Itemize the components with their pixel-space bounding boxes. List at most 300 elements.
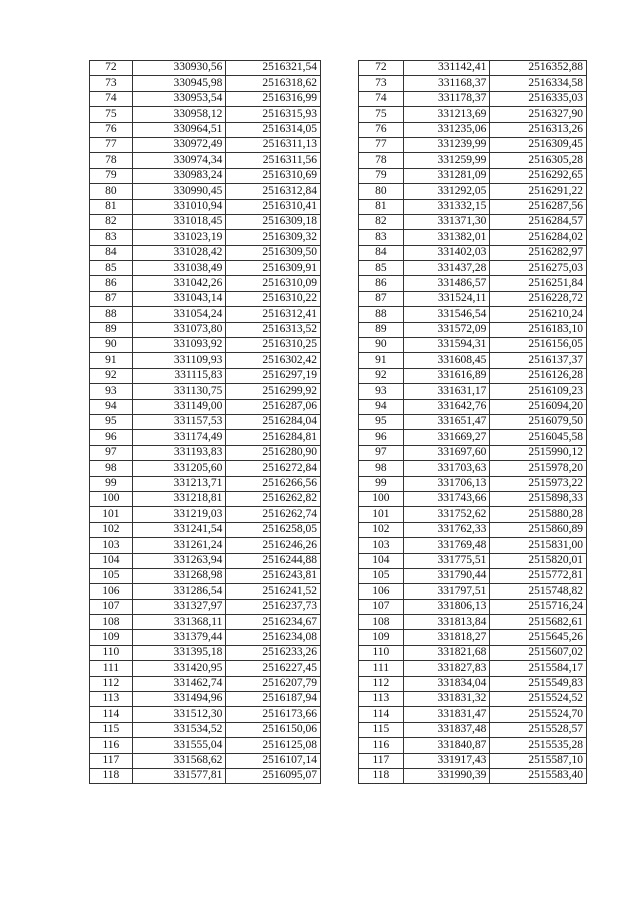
x-coordinate-cell: 331834,04 — [403, 676, 490, 691]
x-coordinate-cell: 331494,96 — [132, 692, 226, 707]
x-coordinate-cell: 330964,51 — [132, 122, 226, 137]
point-number-cell: 88 — [359, 307, 404, 322]
table-row — [90, 307, 321, 322]
x-coordinate-cell: 330930,56 — [132, 61, 226, 76]
x-coordinate-cell: 331379,44 — [132, 630, 226, 645]
table-row — [359, 645, 587, 660]
table-row — [90, 430, 321, 445]
x-coordinate-cell: 331115,83 — [132, 368, 226, 383]
y-coordinate-cell: 2515549,83 — [490, 676, 587, 691]
table-row — [359, 445, 587, 460]
y-coordinate-cell: 2516312,41 — [226, 307, 321, 322]
table-row — [359, 676, 587, 691]
x-coordinate-cell: 331130,75 — [132, 384, 226, 399]
y-coordinate-cell: 2516275,03 — [490, 261, 587, 276]
y-coordinate-cell: 2515831,00 — [490, 538, 587, 553]
point-number-cell: 103 — [90, 538, 133, 553]
table-row — [90, 153, 321, 168]
x-coordinate-cell: 331743,66 — [403, 491, 490, 506]
table-row — [90, 676, 321, 691]
x-coordinate-cell: 331827,83 — [403, 661, 490, 676]
table-row — [359, 291, 587, 306]
point-number-cell: 105 — [359, 568, 404, 583]
point-number-cell: 86 — [359, 276, 404, 291]
point-number-cell: 90 — [359, 338, 404, 353]
x-coordinate-cell: 331572,09 — [403, 322, 490, 337]
y-coordinate-cell: 2516272,84 — [226, 461, 321, 476]
y-coordinate-cell: 2516233,26 — [226, 645, 321, 660]
point-number-cell: 92 — [90, 368, 133, 383]
table-row — [90, 507, 321, 522]
y-coordinate-cell: 2516292,65 — [490, 168, 587, 183]
x-coordinate-cell: 331263,94 — [132, 553, 226, 568]
point-number-cell: 108 — [359, 615, 404, 630]
x-coordinate-cell: 331395,18 — [132, 645, 226, 660]
y-coordinate-cell: 2516284,04 — [226, 414, 321, 429]
y-coordinate-cell: 2516251,84 — [490, 276, 587, 291]
x-coordinate-cell: 331831,32 — [403, 692, 490, 707]
x-coordinate-cell: 331205,60 — [132, 461, 226, 476]
point-number-cell: 109 — [90, 630, 133, 645]
table-row — [90, 738, 321, 753]
y-coordinate-cell: 2516318,62 — [226, 76, 321, 91]
y-coordinate-cell: 2516313,52 — [226, 322, 321, 337]
point-number-cell: 85 — [90, 261, 133, 276]
x-coordinate-cell: 331218,81 — [132, 491, 226, 506]
x-coordinate-cell: 331797,51 — [403, 584, 490, 599]
table-row — [359, 661, 587, 676]
y-coordinate-cell: 2516284,81 — [226, 430, 321, 445]
point-number-cell: 79 — [90, 168, 133, 183]
point-number-cell: 95 — [90, 414, 133, 429]
point-number-cell: 99 — [359, 476, 404, 491]
table-row — [90, 261, 321, 276]
y-coordinate-cell: 2516045,58 — [490, 430, 587, 445]
table-row — [90, 291, 321, 306]
y-coordinate-cell: 2515607,02 — [490, 645, 587, 660]
point-number-cell: 95 — [359, 414, 404, 429]
x-coordinate-cell: 331616,89 — [403, 368, 490, 383]
point-number-cell: 74 — [90, 91, 133, 106]
point-number-cell: 108 — [90, 615, 133, 630]
x-coordinate-cell: 331631,17 — [403, 384, 490, 399]
point-number-cell: 87 — [90, 291, 133, 306]
y-coordinate-cell: 2515528,57 — [490, 722, 587, 737]
y-coordinate-cell: 2516280,90 — [226, 445, 321, 460]
point-number-cell: 97 — [359, 445, 404, 460]
table-row — [90, 476, 321, 491]
point-number-cell: 96 — [90, 430, 133, 445]
table-row — [90, 199, 321, 214]
point-number-cell: 117 — [359, 753, 404, 768]
table-row — [359, 276, 587, 291]
table-row — [359, 538, 587, 553]
table-row — [90, 384, 321, 399]
point-number-cell: 88 — [90, 307, 133, 322]
y-coordinate-cell: 2516125,08 — [226, 738, 321, 753]
x-coordinate-cell: 331178,37 — [403, 91, 490, 106]
table-row — [90, 338, 321, 353]
point-number-cell: 107 — [90, 599, 133, 614]
point-number-cell: 96 — [359, 430, 404, 445]
point-number-cell: 112 — [359, 676, 404, 691]
point-number-cell: 116 — [359, 738, 404, 753]
point-number-cell: 79 — [359, 168, 404, 183]
y-coordinate-cell: 2516243,81 — [226, 568, 321, 583]
table-row — [90, 645, 321, 660]
y-coordinate-cell: 2516173,66 — [226, 707, 321, 722]
y-coordinate-cell: 2516234,67 — [226, 615, 321, 630]
point-number-cell: 80 — [359, 184, 404, 199]
y-coordinate-cell: 2515820,01 — [490, 553, 587, 568]
y-coordinate-cell: 2516079,50 — [490, 414, 587, 429]
point-number-cell: 75 — [90, 107, 133, 122]
coordinates-table-right — [358, 60, 587, 784]
point-number-cell: 91 — [359, 353, 404, 368]
point-number-cell: 113 — [359, 692, 404, 707]
point-number-cell: 94 — [359, 399, 404, 414]
table-row — [90, 184, 321, 199]
y-coordinate-cell: 2515524,70 — [490, 707, 587, 722]
x-coordinate-cell: 330974,34 — [132, 153, 226, 168]
table-row — [90, 322, 321, 337]
point-number-cell: 102 — [359, 522, 404, 537]
y-coordinate-cell: 2516310,09 — [226, 276, 321, 291]
x-coordinate-cell: 331023,19 — [132, 230, 226, 245]
point-number-cell: 101 — [90, 507, 133, 522]
table-row — [359, 368, 587, 383]
y-coordinate-cell: 2515583,40 — [490, 768, 587, 783]
x-coordinate-cell: 331437,28 — [403, 261, 490, 276]
table-row — [90, 692, 321, 707]
table-row — [359, 107, 587, 122]
point-number-cell: 74 — [359, 91, 404, 106]
x-coordinate-cell: 331790,44 — [403, 568, 490, 583]
y-coordinate-cell: 2516183,10 — [490, 322, 587, 337]
y-coordinate-cell: 2516156,05 — [490, 338, 587, 353]
point-number-cell: 89 — [359, 322, 404, 337]
y-coordinate-cell: 2515682,61 — [490, 615, 587, 630]
table-row — [359, 553, 587, 568]
y-coordinate-cell: 2516315,93 — [226, 107, 321, 122]
x-coordinate-cell: 331157,53 — [132, 414, 226, 429]
table-row — [359, 584, 587, 599]
table-row — [359, 399, 587, 414]
y-coordinate-cell: 2516282,97 — [490, 245, 587, 260]
point-number-cell: 90 — [90, 338, 133, 353]
point-number-cell: 114 — [359, 707, 404, 722]
table-row — [359, 414, 587, 429]
table-row — [359, 615, 587, 630]
point-number-cell: 109 — [359, 630, 404, 645]
x-coordinate-cell: 331546,54 — [403, 307, 490, 322]
table-row — [90, 661, 321, 676]
point-number-cell: 83 — [359, 230, 404, 245]
point-number-cell: 98 — [90, 461, 133, 476]
y-coordinate-cell: 2515716,24 — [490, 599, 587, 614]
y-coordinate-cell: 2515898,33 — [490, 491, 587, 506]
y-coordinate-cell: 2516309,50 — [226, 245, 321, 260]
table-row — [90, 445, 321, 460]
point-number-cell: 100 — [359, 491, 404, 506]
y-coordinate-cell: 2516352,88 — [490, 61, 587, 76]
y-coordinate-cell: 2516244,88 — [226, 553, 321, 568]
point-number-cell: 106 — [359, 584, 404, 599]
point-number-cell: 110 — [359, 645, 404, 660]
y-coordinate-cell: 2515748,82 — [490, 584, 587, 599]
table-row — [90, 168, 321, 183]
y-coordinate-cell: 2516302,42 — [226, 353, 321, 368]
x-coordinate-cell: 331486,57 — [403, 276, 490, 291]
x-coordinate-cell: 331149,00 — [132, 399, 226, 414]
y-coordinate-cell: 2516334,58 — [490, 76, 587, 91]
x-coordinate-cell: 331769,48 — [403, 538, 490, 553]
point-number-cell: 87 — [359, 291, 404, 306]
table-row — [359, 199, 587, 214]
table-row — [90, 76, 321, 91]
table-row — [359, 461, 587, 476]
table-row — [90, 615, 321, 630]
x-coordinate-cell: 331054,24 — [132, 307, 226, 322]
point-number-cell: 100 — [90, 491, 133, 506]
y-coordinate-cell: 2516234,08 — [226, 630, 321, 645]
y-coordinate-cell: 2516316,99 — [226, 91, 321, 106]
point-number-cell: 77 — [90, 137, 133, 152]
table-row — [359, 214, 587, 229]
y-coordinate-cell: 2516327,90 — [490, 107, 587, 122]
y-coordinate-cell: 2516241,52 — [226, 584, 321, 599]
table-row — [90, 399, 321, 414]
table-row — [359, 753, 587, 768]
point-number-cell: 93 — [90, 384, 133, 399]
y-coordinate-cell: 2516310,69 — [226, 168, 321, 183]
y-coordinate-cell: 2515880,28 — [490, 507, 587, 522]
x-coordinate-cell: 331010,94 — [132, 199, 226, 214]
x-coordinate-cell: 331555,04 — [132, 738, 226, 753]
table-row — [90, 245, 321, 260]
table-row — [359, 568, 587, 583]
table-row — [90, 630, 321, 645]
point-number-cell: 73 — [90, 76, 133, 91]
x-coordinate-cell: 330983,24 — [132, 168, 226, 183]
point-number-cell: 115 — [359, 722, 404, 737]
table-row — [359, 599, 587, 614]
x-coordinate-cell: 331268,98 — [132, 568, 226, 583]
x-coordinate-cell: 331281,09 — [403, 168, 490, 183]
x-coordinate-cell: 331512,30 — [132, 707, 226, 722]
point-number-cell: 91 — [90, 353, 133, 368]
table-row — [90, 107, 321, 122]
x-coordinate-cell: 331762,33 — [403, 522, 490, 537]
table-row — [359, 184, 587, 199]
x-coordinate-cell: 331402,03 — [403, 245, 490, 260]
y-coordinate-cell: 2516309,45 — [490, 137, 587, 152]
point-number-cell: 112 — [90, 676, 133, 691]
table-row — [359, 491, 587, 506]
x-coordinate-cell: 331332,15 — [403, 199, 490, 214]
x-coordinate-cell: 331752,62 — [403, 507, 490, 522]
y-coordinate-cell: 2516310,41 — [226, 199, 321, 214]
x-coordinate-cell: 331831,47 — [403, 707, 490, 722]
x-coordinate-cell: 331241,54 — [132, 522, 226, 537]
x-coordinate-cell: 331577,81 — [132, 768, 226, 783]
table-row — [359, 430, 587, 445]
x-coordinate-cell: 331651,47 — [403, 414, 490, 429]
point-number-cell: 77 — [359, 137, 404, 152]
x-coordinate-cell: 331669,27 — [403, 430, 490, 445]
x-coordinate-cell: 331840,87 — [403, 738, 490, 753]
point-number-cell: 92 — [359, 368, 404, 383]
y-coordinate-cell: 2516137,37 — [490, 353, 587, 368]
point-number-cell: 93 — [359, 384, 404, 399]
table-row — [90, 276, 321, 291]
table-row — [359, 168, 587, 183]
table-row — [359, 322, 587, 337]
table-row — [359, 738, 587, 753]
x-coordinate-cell: 331917,43 — [403, 753, 490, 768]
point-number-cell: 111 — [359, 661, 404, 676]
table-row — [90, 584, 321, 599]
point-number-cell: 104 — [90, 553, 133, 568]
y-coordinate-cell: 2516309,18 — [226, 214, 321, 229]
y-coordinate-cell: 2516297,19 — [226, 368, 321, 383]
point-number-cell: 94 — [90, 399, 133, 414]
table-row — [90, 122, 321, 137]
x-coordinate-cell: 331420,95 — [132, 661, 226, 676]
point-number-cell: 104 — [359, 553, 404, 568]
x-coordinate-cell: 331213,69 — [403, 107, 490, 122]
point-number-cell: 110 — [90, 645, 133, 660]
table-row — [359, 122, 587, 137]
y-coordinate-cell: 2516210,24 — [490, 307, 587, 322]
y-coordinate-cell: 2516291,22 — [490, 184, 587, 199]
table-row — [90, 599, 321, 614]
y-coordinate-cell: 2515978,20 — [490, 461, 587, 476]
point-number-cell: 75 — [359, 107, 404, 122]
y-coordinate-cell: 2516313,26 — [490, 122, 587, 137]
y-coordinate-cell: 2516310,22 — [226, 291, 321, 306]
point-number-cell: 84 — [90, 245, 133, 260]
x-coordinate-cell: 331642,76 — [403, 399, 490, 414]
x-coordinate-cell: 331219,03 — [132, 507, 226, 522]
table-row — [359, 507, 587, 522]
table-row — [90, 522, 321, 537]
x-coordinate-cell: 331286,54 — [132, 584, 226, 599]
y-coordinate-cell: 2515860,89 — [490, 522, 587, 537]
x-coordinate-cell: 330972,49 — [132, 137, 226, 152]
table-row — [359, 153, 587, 168]
y-coordinate-cell: 2516094,20 — [490, 399, 587, 414]
y-coordinate-cell: 2516299,92 — [226, 384, 321, 399]
x-coordinate-cell: 331213,71 — [132, 476, 226, 491]
table-row — [359, 230, 587, 245]
point-number-cell: 99 — [90, 476, 133, 491]
x-coordinate-cell: 331239,99 — [403, 137, 490, 152]
y-coordinate-cell: 2516258,05 — [226, 522, 321, 537]
y-coordinate-cell: 2515973,22 — [490, 476, 587, 491]
y-coordinate-cell: 2516237,73 — [226, 599, 321, 614]
table-row — [90, 707, 321, 722]
x-coordinate-cell: 331235,06 — [403, 122, 490, 137]
point-number-cell: 72 — [90, 61, 133, 76]
y-coordinate-cell: 2515587,10 — [490, 753, 587, 768]
y-coordinate-cell: 2515645,26 — [490, 630, 587, 645]
y-coordinate-cell: 2515524,52 — [490, 692, 587, 707]
table-row — [90, 353, 321, 368]
x-coordinate-cell: 331594,31 — [403, 338, 490, 353]
y-coordinate-cell: 2515535,28 — [490, 738, 587, 753]
table-row — [90, 538, 321, 553]
point-number-cell: 101 — [359, 507, 404, 522]
table-row — [359, 245, 587, 260]
point-number-cell: 118 — [90, 768, 133, 783]
point-number-cell: 115 — [90, 722, 133, 737]
point-number-cell: 107 — [359, 599, 404, 614]
x-coordinate-cell: 331193,83 — [132, 445, 226, 460]
x-coordinate-cell: 331371,30 — [403, 214, 490, 229]
y-coordinate-cell: 2516284,02 — [490, 230, 587, 245]
y-coordinate-cell: 2516228,72 — [490, 291, 587, 306]
x-coordinate-cell: 331174,49 — [132, 430, 226, 445]
table-row — [359, 338, 587, 353]
x-coordinate-cell: 331775,51 — [403, 553, 490, 568]
table-row — [359, 76, 587, 91]
point-number-cell: 81 — [359, 199, 404, 214]
point-number-cell: 78 — [90, 153, 133, 168]
point-number-cell: 72 — [359, 61, 404, 76]
point-number-cell: 84 — [359, 245, 404, 260]
table-row — [359, 722, 587, 737]
y-coordinate-cell: 2515584,17 — [490, 661, 587, 676]
point-number-cell: 97 — [90, 445, 133, 460]
point-number-cell: 82 — [359, 214, 404, 229]
y-coordinate-cell: 2516310,25 — [226, 338, 321, 353]
y-coordinate-cell: 2516095,07 — [226, 768, 321, 783]
x-coordinate-cell: 331462,74 — [132, 676, 226, 691]
y-coordinate-cell: 2516321,54 — [226, 61, 321, 76]
x-coordinate-cell: 331018,45 — [132, 214, 226, 229]
x-coordinate-cell: 331703,63 — [403, 461, 490, 476]
x-coordinate-cell: 331038,49 — [132, 261, 226, 276]
coordinates-table-left — [89, 60, 321, 784]
y-coordinate-cell: 2516312,84 — [226, 184, 321, 199]
table-row — [359, 61, 587, 76]
x-coordinate-cell: 331706,13 — [403, 476, 490, 491]
table-row — [90, 91, 321, 106]
x-coordinate-cell: 331821,68 — [403, 645, 490, 660]
table-row — [359, 522, 587, 537]
point-number-cell: 80 — [90, 184, 133, 199]
x-coordinate-cell: 331042,26 — [132, 276, 226, 291]
y-coordinate-cell: 2516309,91 — [226, 261, 321, 276]
x-coordinate-cell: 331073,80 — [132, 322, 226, 337]
x-coordinate-cell: 331028,42 — [132, 245, 226, 260]
y-coordinate-cell: 2516266,56 — [226, 476, 321, 491]
table-row — [359, 261, 587, 276]
y-coordinate-cell: 2516311,13 — [226, 137, 321, 152]
x-coordinate-cell: 331043,14 — [132, 291, 226, 306]
y-coordinate-cell: 2516287,56 — [490, 199, 587, 214]
table-row — [90, 768, 321, 783]
point-number-cell: 86 — [90, 276, 133, 291]
x-coordinate-cell: 331990,39 — [403, 768, 490, 783]
point-number-cell: 118 — [359, 768, 404, 783]
x-coordinate-cell: 331534,52 — [132, 722, 226, 737]
table-row — [90, 568, 321, 583]
point-number-cell: 103 — [359, 538, 404, 553]
y-coordinate-cell: 2515772,81 — [490, 568, 587, 583]
table-row — [90, 137, 321, 152]
